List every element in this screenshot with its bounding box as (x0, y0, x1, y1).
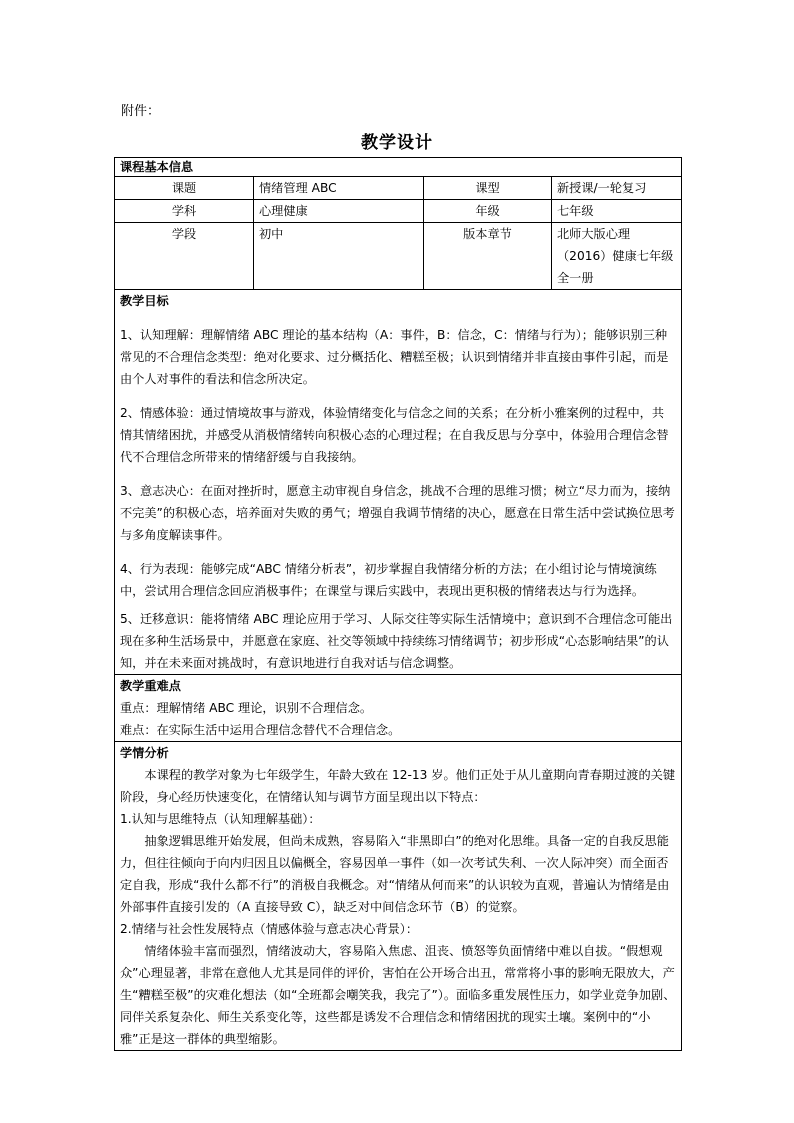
objective-item: 1、认知理解：理解情绪 ABC 理论的基本结构（A：事件，B：信念，C：情绪与行为）；能够识别三种常见的不合理信念类型：绝对化要求、过分概括化、糟糕至极；认识到情绪并非直接由事件引起，而是由个人对事件的看法和信念所决定。 (120, 328, 669, 386)
objective-item: 4、行为表现：能够完成“ABC 情绪分析表”，初步掌握自我情绪分析的方法；在小组讨论与情境演练中，尝试用合理信念回应消极事件；在课堂与课后实践中，表现出更积极的情绪表达与行为选择。 (120, 562, 657, 598)
cell-value: 心理健康 (254, 200, 424, 223)
objectives-section (115, 290, 682, 675)
objectives-heading: 教学目标 (120, 294, 169, 308)
analysis-subtitle: 2.情绪与社会性发展特点（情感体验与意志决心背景）： (120, 922, 419, 936)
table-row (115, 223, 682, 290)
key-point-focus: 重点：理解情绪 ABC 理论，识别不合理信念。 (120, 701, 373, 715)
key-points-heading: 教学重难点 (120, 679, 181, 693)
analysis-heading: 学情分析 (120, 746, 169, 760)
cell-value: 北师大版心理（2016）健康七年级全一册 (552, 223, 682, 290)
objective-item: 5、迁移意识：能将情绪 ABC 理论应用于学习、人际交往等实际生活情境中；意识到不合理信念可能出现在多种生活场景中，并愿意在家庭、社交等领域中持续练习情绪调节；初步形成“心态影响结果”的认知，并在未来面对挑战时，有意识地进行自我对话与信念调整。 (120, 612, 673, 670)
key-points-cell (115, 675, 682, 742)
objectives-cell (115, 290, 682, 675)
analysis-paragraph: 情绪体验丰富而强烈，情绪波动大，容易陷入焦虑、沮丧、愤怒等负面情绪中难以自拔。“假想观众”心理显著，非常在意他人尤其是同伴的评价，害怕在公开场合出丑，常常将小事的影响无限放大，产生“糟糕至极”的灾难化想法（如“全班都会嘲笑我，我完了”）。面临多重发展性压力，如学业竞争加剧、同伴关系复杂化、师生关系变化等，这些都是诱发不合理信念和情绪困扰的现实土壤。案例中的“小雅”正是这一群体的典型缩影。 (120, 944, 676, 1046)
cell-label: 年级 (424, 200, 552, 223)
document-title: 教学设计 (361, 133, 433, 153)
cell-value: 初中 (254, 223, 424, 290)
cell-label: 课型 (424, 177, 552, 200)
cell-value: 新授课/一轮复习 (552, 177, 682, 200)
cell-label: 学科 (115, 200, 254, 223)
design-table (114, 157, 682, 1051)
objective-item: 2、情感体验：通过情境故事与游戏，体验情绪变化与信念之间的关系；在分析小雅案例的过程中，共情其情绪困扰，并感受从消极情绪转向积极心态的心理过程；在自我反思与分享中，体验用合理信念替代不合理信念所带来的情绪舒缓与自我接纳。 (120, 406, 669, 464)
analysis-intro: 本课程的教学对象为七年级学生，年龄大致在 12-13 岁。他们正处于从儿童期向青春期过渡的关键阶段，身心经历快速变化，在情绪认知与调节方面呈现出以下特点： (120, 768, 676, 804)
cell-value: 七年级 (552, 200, 682, 223)
basic-info-heading: 课程基本信息 (115, 158, 682, 177)
objective-item: 3、意志决心：在面对挫折时，愿意主动审视自身信念，挑战不合理的思维习惯；树立“尽力而为，接纳不完美”的积极心态，培养面对失败的勇气；增强自我调节情绪的决心，愿意在日常生活中尝试换位思考与多角度解读事件。 (120, 484, 675, 542)
section-header-basic (115, 158, 682, 177)
key-points-section (115, 675, 682, 742)
key-point-difficulty: 难点：在实际生活中运用合理信念替代不合理信念。 (120, 723, 401, 737)
analysis-subtitle: 1.认知与思维特点（认知理解基础）： (120, 812, 321, 826)
cell-value: 情绪管理 ABC (254, 177, 424, 200)
cell-label: 版本章节 (424, 223, 552, 290)
table-row (115, 200, 682, 223)
cell-label: 学段 (115, 223, 254, 290)
table-row (115, 177, 682, 200)
analysis-cell (115, 742, 682, 1051)
analysis-paragraph: 抽象逻辑思维开始发展，但尚未成熟，容易陷入“非黑即白”的绝对化思维。具备一定的自我反思能力，但往往倾向于向内归因且以偏概全，容易因单一事件（如一次考试失利、一次人际冲突）而全面否定自我，形成“我什么都不行”的消极自我概念。对“情绪从何而来”的认识较为直观，普遍认为情绪是由外部事件直接引发的（A 直接导致 C），缺乏对中间信念环节（B）的觉察。 (120, 834, 670, 914)
attachment-label: 附件： (121, 104, 161, 119)
analysis-section (115, 742, 682, 1051)
cell-label: 课题 (115, 177, 254, 200)
